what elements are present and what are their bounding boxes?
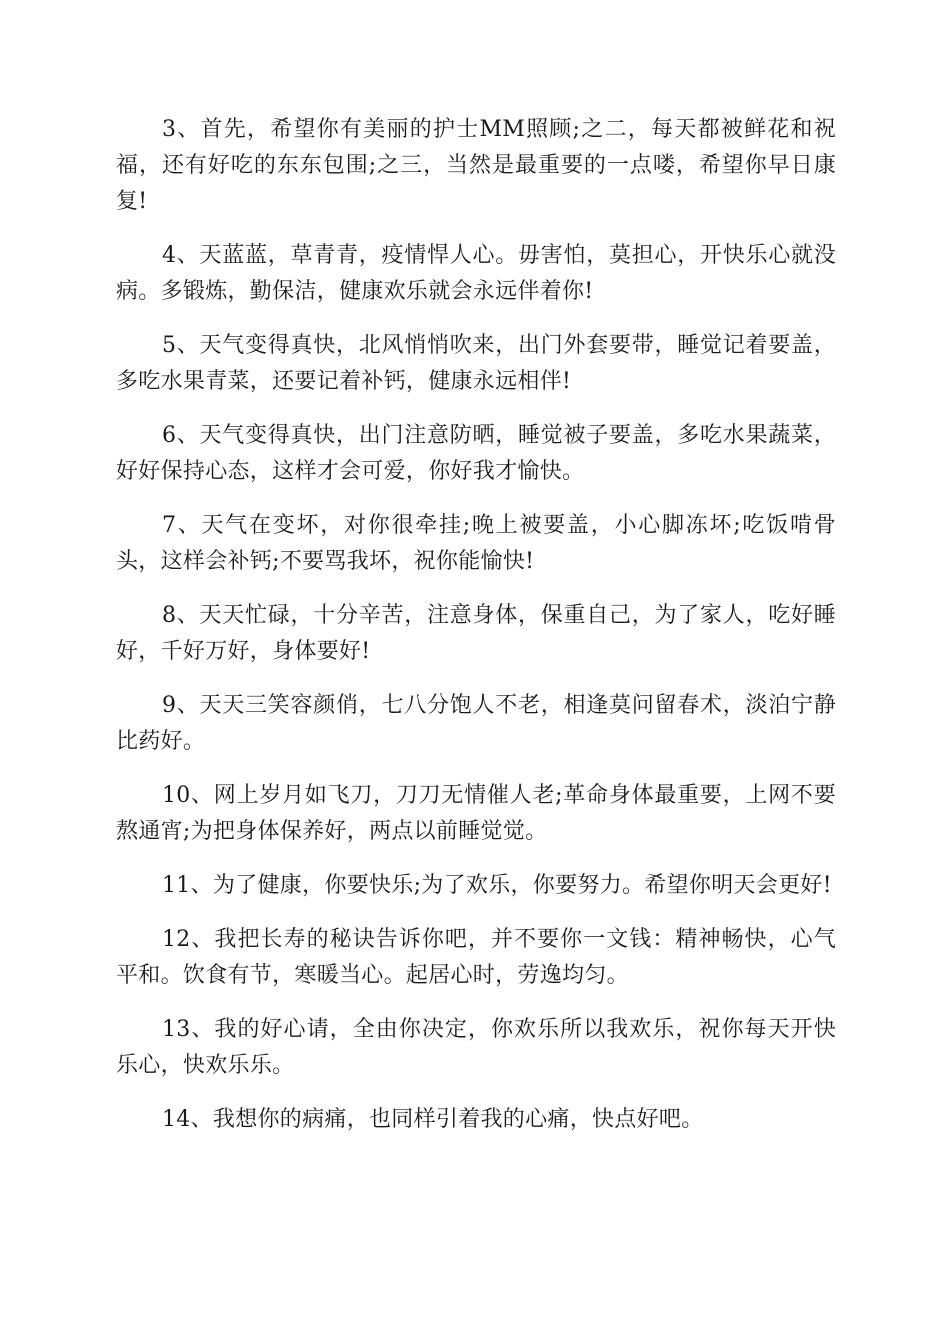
paragraph-14: 14、我想你的病痛，也同样引着我的心痛，快点好吧。 <box>162 1107 704 1132</box>
paragraph-3: 3、首先，希望你有美丽的护士MM照顾;之二，每天都被鲜花和祝福，还有好吃的东东包围;之三，当然是最重要的一点喽，希望你早日康复! <box>116 117 836 214</box>
paragraph-8: 8、天天忙碌，十分辛苦，注意身体，保重自己，为了家人，吃好睡好，千好万好，身体要好! <box>116 603 836 664</box>
paragraph-5: 5、天气变得真快，北风悄悄吹来，出门外套要带，睡觉记着要盖，多吃水果青菜，还要记着补钙，健康永远相伴! <box>116 333 836 394</box>
paragraph-6: 6、天气变得真快，出门注意防晒，睡觉被子要盖，多吃水果蔬菜，好好保持心态，这样才会可爱，你好我才愉快。 <box>116 423 836 484</box>
paragraph-10: 10、网上岁月如飞刀，刀刀无情催人老;革命身体最重要，上网不要熬通宵;为把身体保养好，两点以前睡觉觉。 <box>116 783 836 844</box>
paragraph-9: 9、天天三笑容颜俏，七八分饱人不老，相逢莫问留春术，淡泊宁静比药好。 <box>116 693 836 754</box>
paragraph-4: 4、天蓝蓝，草青青，疫情悍人心。毋害怕，莫担心，开快乐心就没病。多锻炼，勤保洁，健康欢乐就会永远伴着你! <box>116 243 836 304</box>
paragraph-13: 13、我的好心请，全由你决定，你欢乐所以我欢乐，祝你每天开快乐心，快欢乐乐。 <box>116 1017 836 1078</box>
paragraph-7: 7、天气在变坏，对你很牵挂;晚上被要盖，小心脚冻坏;吃饭啃骨头，这样会补钙;不要骂我坏，祝你能愉快! <box>116 513 836 574</box>
paragraph-11: 11、为了健康，你要快乐;为了欢乐，你要努力。希望你明天会更好! <box>162 873 832 898</box>
document-body <box>116 112 836 1156</box>
paragraph-12: 12、我把长寿的秘诀告诉你吧，并不要你一文钱：精神畅快，心气平和。饮食有节，寒暖当心。起居心时，劳逸均匀。 <box>116 927 836 988</box>
